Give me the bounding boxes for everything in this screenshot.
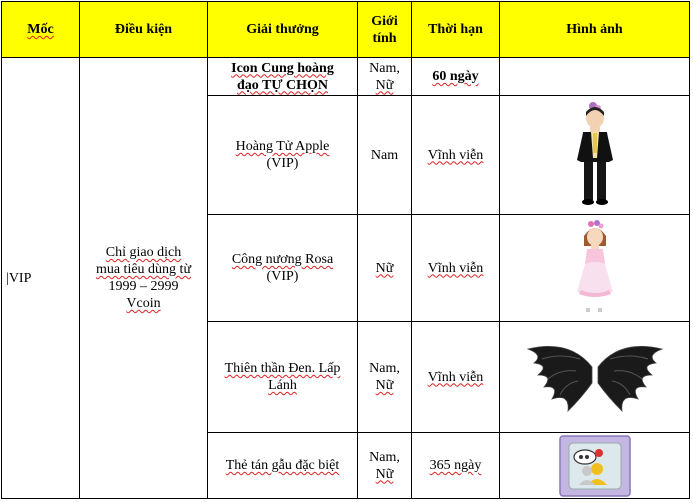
image-cell: [500, 433, 690, 499]
gender-cell: Nam, Nữ: [358, 322, 412, 433]
gender-cell: Nam, Nữ: [358, 58, 412, 96]
prize-cell: Thẻ tán gẫu đặc biệt: [208, 433, 358, 499]
condition-cell: Chỉ giao dịch mua tiêu dùng từ 1999 – 2999 Vcoin: [80, 58, 208, 499]
header-thoi-han: Thời hạn: [412, 2, 500, 58]
image-cell: [500, 322, 690, 433]
header-hinh-anh: Hình ảnh: [500, 2, 690, 58]
tier-cell: |VIP: [2, 58, 80, 499]
prize-cell: Icon Cung hoàng đạo TỰ CHỌN: [208, 58, 358, 96]
header-row: [2, 2, 690, 58]
table-row: [2, 58, 690, 96]
gender-cell: Nam, Nữ: [358, 433, 412, 499]
duration-cell: 365 ngày: [412, 433, 500, 499]
image-cell: [500, 215, 690, 322]
header-gioi-tinh: Giới tính: [358, 2, 412, 58]
header-giai-thuong: Giải thưởng: [208, 2, 358, 58]
duration-cell: Vĩnh viễn: [412, 215, 500, 322]
prince-avatar-icon: [565, 100, 625, 210]
image-cell: [500, 96, 690, 215]
gender-cell: Nam: [358, 96, 412, 215]
prize-cell: Công nương Rosa (VIP): [208, 215, 358, 322]
header-dieu-kien: Điều kiện: [80, 2, 208, 58]
duration-cell: Vĩnh viễn: [412, 322, 500, 433]
chat-card-icon: [559, 435, 631, 497]
image-cell-empty: [500, 58, 690, 96]
black-wings-icon: [520, 337, 670, 417]
duration-cell: Vĩnh viễn: [412, 96, 500, 215]
princess-avatar-icon: [565, 218, 625, 318]
rewards-table: [1, 1, 690, 499]
duration-cell: 60 ngày: [412, 58, 500, 96]
gender-cell: Nữ: [358, 215, 412, 322]
prize-cell: Thiên thần Đen. Lấp Lánh: [208, 322, 358, 433]
prize-cell: Hoàng Tử Apple (VIP): [208, 96, 358, 215]
header-moc: Mốc: [2, 2, 80, 58]
